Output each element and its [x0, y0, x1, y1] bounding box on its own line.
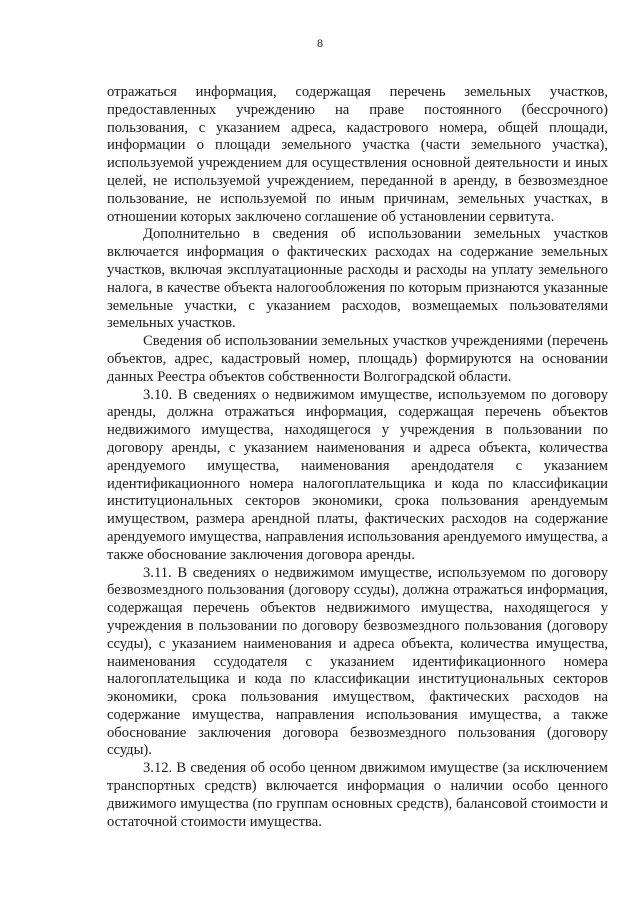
page-number: 8 — [317, 36, 323, 50]
paragraph: 3.12. В сведения об особо ценном движимом имуществе (за исключением транспортных средств) включается информация о наличии особо ценного движимого имущества (по группам основных средств), балансовой стоимости и остаточной стоимости имущества. — [107, 760, 608, 830]
paragraph: отражаться информация, содержащая перечень земельных участков, предоставленных учреждению на праве постоянного (бессрочного) пользования, с указанием адреса, кадастрового номера, общей площади, информации о площади земельного участка (части земельного участка), используемой учреждением для осуществления основной деятельности и иных целей, не используемой учреждением, переданной в аренду, в безвозмездное пользование, не используемой по иным причинам, земельных участках, в отношении которых заключено соглашение об установлении сервитута. — [107, 84, 608, 225]
paragraph: 3.11. В сведениях о недвижимом имуществе, используемом по договору безвозмездного пользования (договору ссуды), должна отражаться информация, содержащая перечень объектов недвижимого имущества, находящегося у учреждения в пользовании по договору безвозмездного пользования (договору ссуды), с указанием наименования и адреса объекта, количества имущества, наименования ссудодателя с указанием идентификационного номера налогоплательщика и кода по классификации институциональных секторов экономики, срока пользования имуществом, фактических расходов на содержание имущества, направления использования имущества, а также обоснование заключения договора безвозмездного пользования (договору ссуды). — [107, 564, 608, 759]
paragraph: Сведения об использовании земельных участков учреждениями (перечень объектов, адрес, кадастровый номер, площадь) формируются на основании данных Реестра объектов собственности Волгоградской области. — [107, 333, 608, 385]
document-body — [107, 84, 608, 831]
paragraph: Дополнительно в сведения об использовании земельных участков включается информация о фактических расходах на содержание земельных участков, включая эксплуатационные расходы и расходы на уплату земельного налога, в качестве объекта налогообложения по которым признаются указанные земельные участки, с указанием расходов, возмещаемых пользователями земельных участков. — [107, 226, 608, 332]
paragraph: 3.10. В сведениях о недвижимом имуществе, используемом по договору аренды, должна отражаться информация, содержащая перечень объектов недвижимого имущества, находящегося у учреждения в пользовании по договору аренды, с указанием наименования и адреса объекта, количества арендуемого имущества, наименования арендодателя с указанием идентификационного номера налогоплательщика и кода по классификации институциональных секторов экономики, срока пользования арендуемым имуществом, размера арендной платы, фактических расходов на содержание арендуемого имущества, направления использования арендуемого имущества, а также обоснование заключения договора аренды. — [107, 386, 608, 563]
